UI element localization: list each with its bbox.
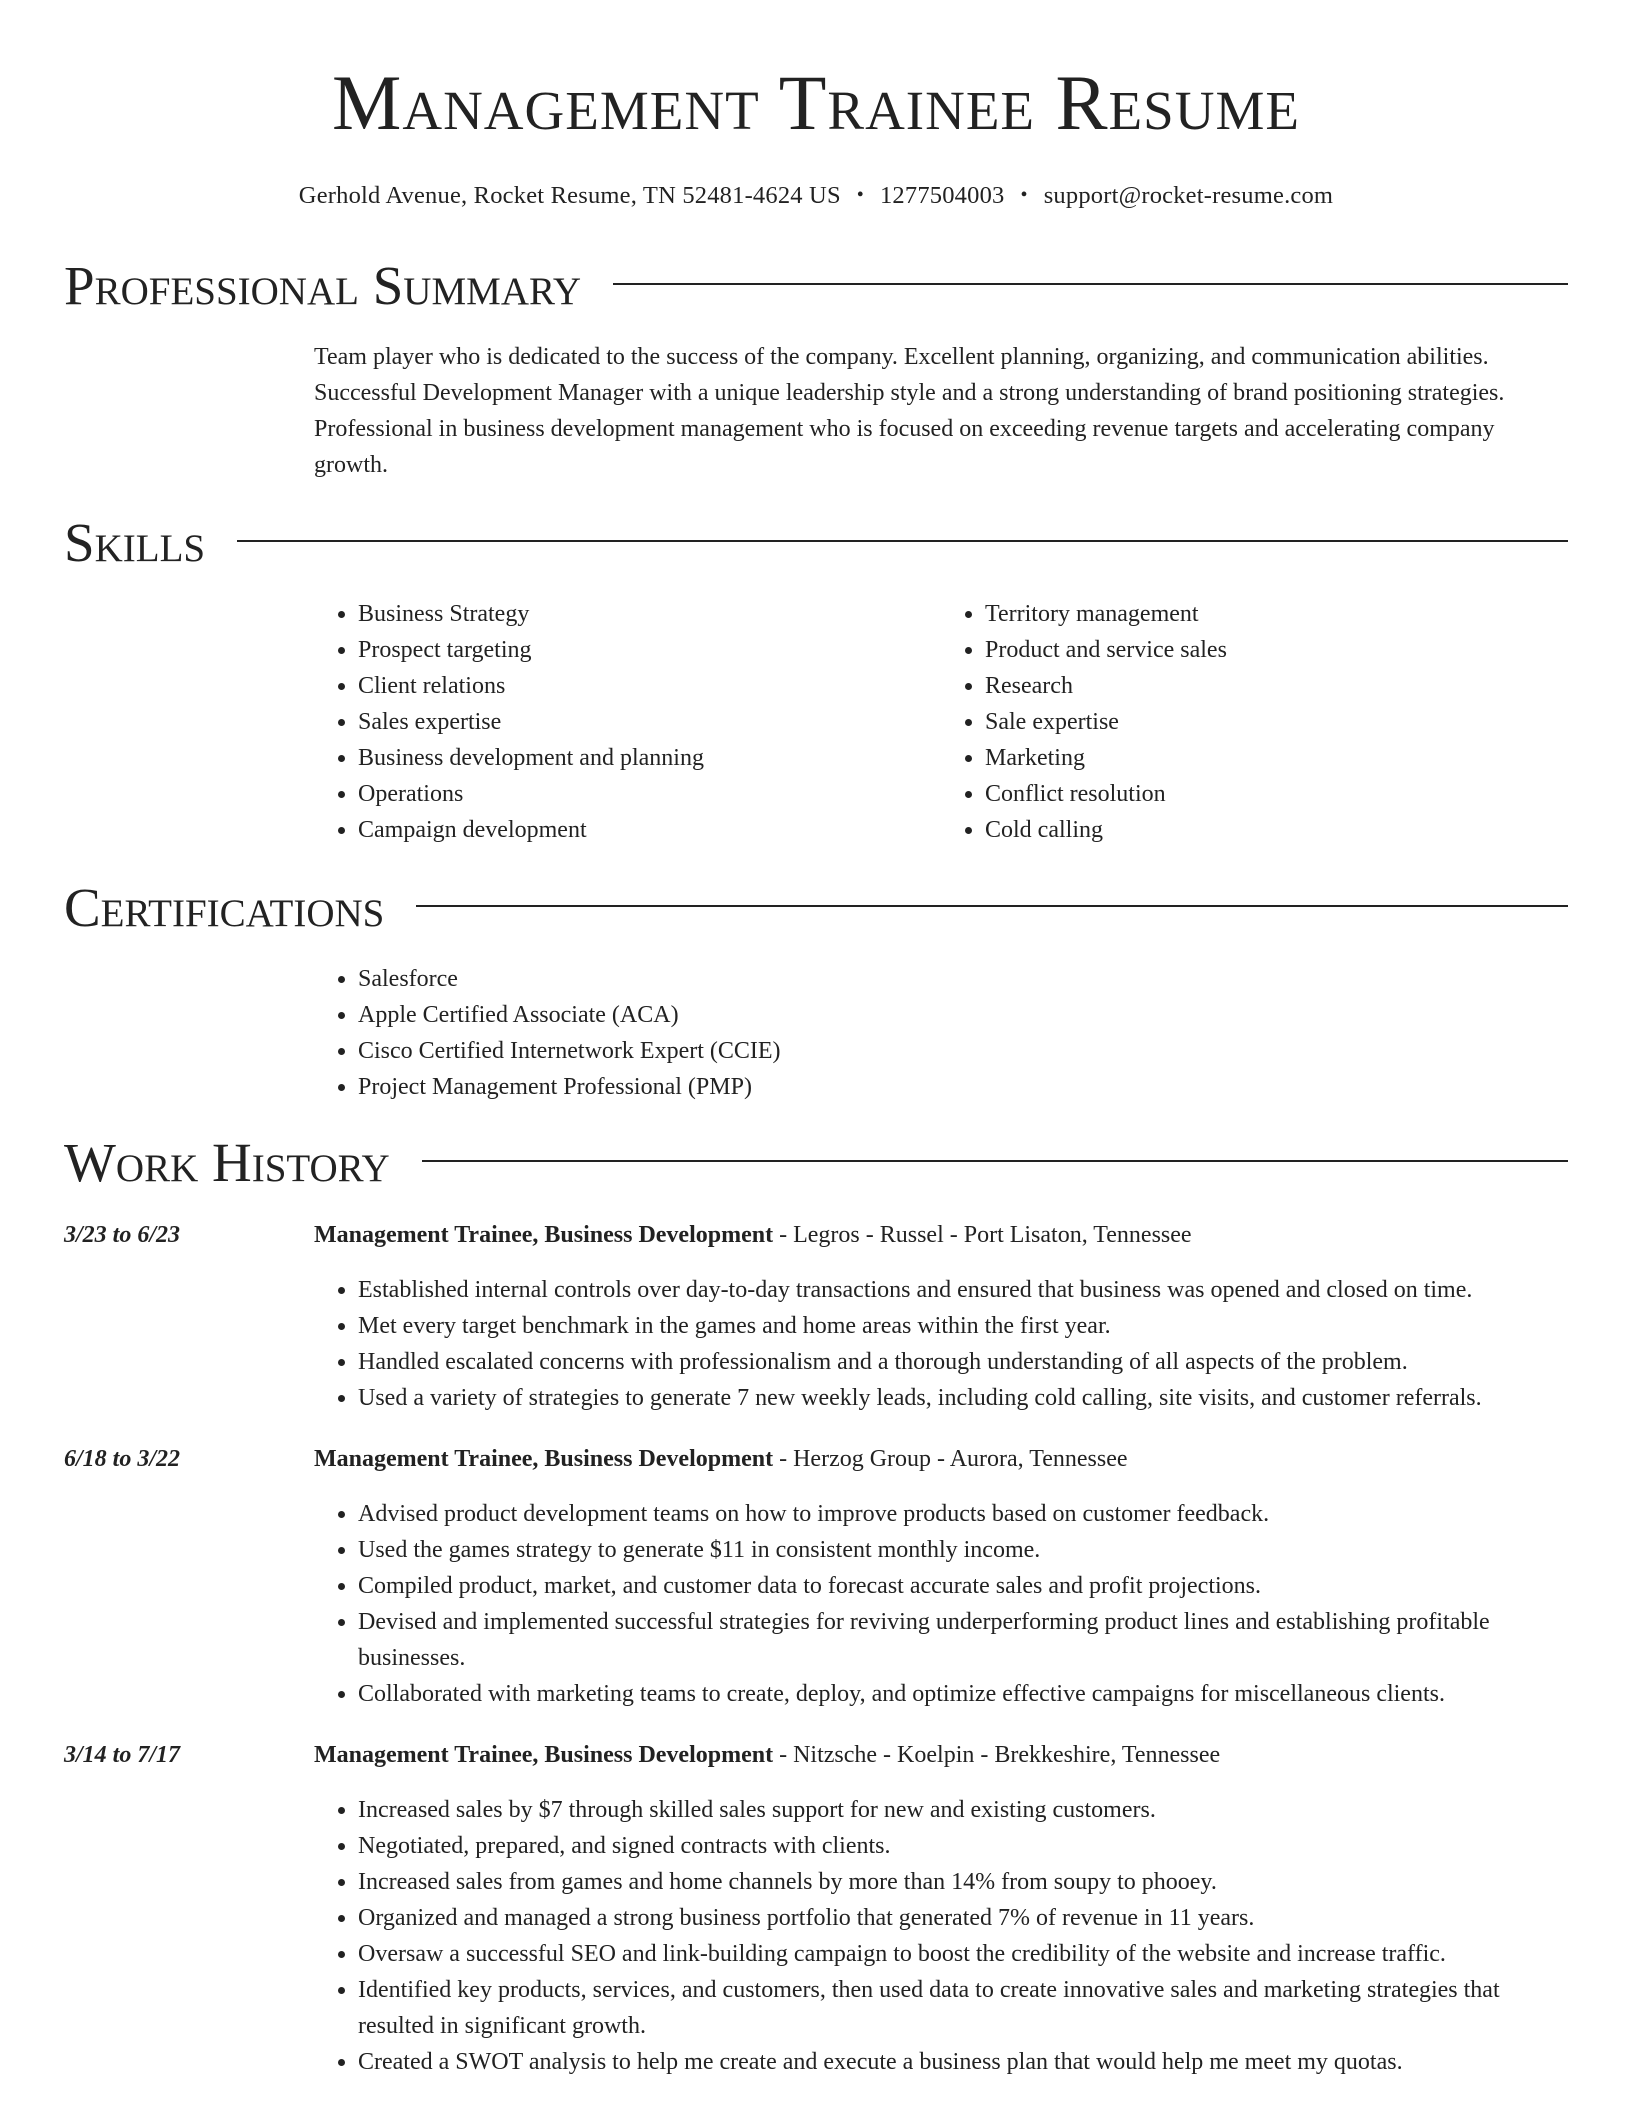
skill-item: • Sales expertise	[358, 704, 941, 740]
resume-page	[64, 0, 1568, 2080]
job-title: Management Trainee, Business Development	[314, 1222, 774, 1248]
job-bullet: • Compiled product, market, and customer data to forecast accurate sales and profit projections.	[358, 1568, 1568, 1604]
contact-address: Gerhold Avenue, Rocket Resume, TN 52481-4624 US	[298, 182, 841, 209]
job-bullets	[314, 1496, 1568, 1712]
skill-item: • Client relations	[358, 668, 941, 704]
job-bullet: • Advised product development teams on how to improve products based on customer feedback.	[358, 1496, 1568, 1532]
job-bullet: • Established internal controls over day-to-day transactions and ensured that business was opened and closed on time.	[358, 1272, 1568, 1308]
contact-email: support@rocket-resume.com	[1043, 182, 1334, 209]
job-title: Management Trainee, Business Development	[314, 1446, 774, 1472]
job-bullets	[314, 1792, 1568, 2080]
job-dates: 6/18 to 3/22	[64, 1446, 181, 1472]
job-header	[64, 1220, 1568, 1250]
skill-item: • Sale expertise	[985, 704, 1568, 740]
skills-list-right	[941, 596, 1568, 848]
contact-phone: 1277504003	[879, 182, 1005, 209]
job-bullet: • Created a SWOT analysis to help me create and execute a business plan that would help me meet my quotas.	[358, 2044, 1568, 2080]
contact-separator: •	[856, 184, 864, 206]
skill-item: • Research	[985, 668, 1568, 704]
certifications-heading: Certifications	[64, 877, 385, 938]
resume-title: Management Trainee Resume	[332, 59, 1300, 146]
work-section-header	[64, 1132, 1568, 1193]
certifications-list	[314, 961, 1568, 1105]
job-entry	[64, 1220, 1568, 1416]
job-title-line	[314, 1740, 1220, 1770]
job-company: - Herzog Group - Aurora, Tennessee	[773, 1446, 1128, 1472]
job-bullet: • Negotiated, prepared, and signed contracts with clients.	[358, 1828, 1568, 1864]
job-header	[64, 1740, 1568, 1770]
section-divider	[237, 540, 1568, 542]
contact-line	[64, 182, 1568, 210]
skill-item: • Product and service sales	[985, 632, 1568, 668]
certification-item: • Cisco Certified Internetwork Expert (CCIE)	[358, 1033, 1568, 1069]
job-bullet: • Identified key products, services, and customers, then used data to create innovative sales and marketing strategies that resulted in significant growth.	[358, 1972, 1568, 2044]
job-bullet: • Met every target benchmark in the games and home areas within the first year.	[358, 1308, 1568, 1344]
job-title-line	[314, 1220, 1192, 1250]
summary-section-header	[64, 255, 1568, 316]
job-company: - Legros - Russel - Port Lisaton, Tennessee	[773, 1222, 1192, 1248]
job-company: - Nitzsche - Koelpin - Brekkeshire, Tennessee	[773, 1742, 1221, 1768]
section-divider	[613, 283, 1568, 285]
skills-list-left	[314, 596, 941, 848]
job-dates: 3/14 to 7/17	[64, 1742, 181, 1768]
section-divider	[422, 1160, 1568, 1162]
job-dates: 3/23 to 6/23	[64, 1222, 181, 1248]
work-heading: Work History	[64, 1132, 390, 1193]
certifications-block	[314, 961, 1568, 1105]
job-bullet: • Used the games strategy to generate $11 in consistent monthly income.	[358, 1532, 1568, 1568]
certification-item: • Salesforce	[358, 961, 1568, 997]
skills-heading: Skills	[64, 512, 206, 573]
job-bullet: • Handled escalated concerns with professionalism and a thorough understanding of all aspects of the problem.	[358, 1344, 1568, 1380]
contact-separator: •	[1020, 184, 1028, 206]
skill-item: • Business development and planning	[358, 740, 941, 776]
skill-item: • Operations	[358, 776, 941, 812]
certifications-section-header	[64, 877, 1568, 938]
section-divider	[416, 905, 1568, 907]
summary-heading: Professional Summary	[64, 255, 582, 316]
job-bullet: • Used a variety of strategies to generate 7 new weekly leads, including cold calling, site visits, and customer referrals.	[358, 1380, 1568, 1416]
job-title: Management Trainee, Business Development	[314, 1742, 774, 1768]
job-bullet: • Collaborated with marketing teams to create, deploy, and optimize effective campaigns for miscellaneous clients.	[358, 1676, 1568, 1712]
skill-item: • Business Strategy	[358, 596, 941, 632]
skill-item: • Cold calling	[985, 812, 1568, 848]
job-bullets	[314, 1272, 1568, 1416]
skill-item: • Prospect targeting	[358, 632, 941, 668]
skill-item: • Territory management	[985, 596, 1568, 632]
job-entry	[64, 1444, 1568, 1712]
job-bullet: • Organized and managed a strong business portfolio that generated 7% of revenue in 11 years.	[358, 1900, 1568, 1936]
skills-section-header	[64, 512, 1568, 573]
job-bullet: • Increased sales from games and home channels by more than 14% from soupy to phooey.	[358, 1864, 1568, 1900]
job-bullet: • Devised and implemented successful strategies for reviving underperforming product lines and establishing profitable businesses.	[358, 1604, 1568, 1676]
job-bullet: • Increased sales by $7 through skilled sales support for new and existing customers.	[358, 1792, 1568, 1828]
skill-item: • Marketing	[985, 740, 1568, 776]
skill-item: • Campaign development	[358, 812, 941, 848]
job-entry	[64, 1740, 1568, 2080]
certification-item: • Apple Certified Associate (ACA)	[358, 997, 1568, 1033]
certification-item: • Project Management Professional (PMP)	[358, 1069, 1568, 1105]
job-title-line	[314, 1444, 1128, 1474]
skill-item: • Conflict resolution	[985, 776, 1568, 812]
skills-columns	[314, 596, 1568, 848]
job-header	[64, 1444, 1568, 1474]
summary-text: Team player who is dedicated to the success of the company. Excellent planning, organizing, and communication abilities. Successful Development Manager with a unique leadership style and a strong understanding of brand positioning strategies. Professional in business development management who is focused on exceeding revenue targets and accelerating company growth.	[314, 344, 1505, 478]
job-bullet: • Oversaw a successful SEO and link-building campaign to boost the credibility of the website and increase traffic.	[358, 1936, 1568, 1972]
